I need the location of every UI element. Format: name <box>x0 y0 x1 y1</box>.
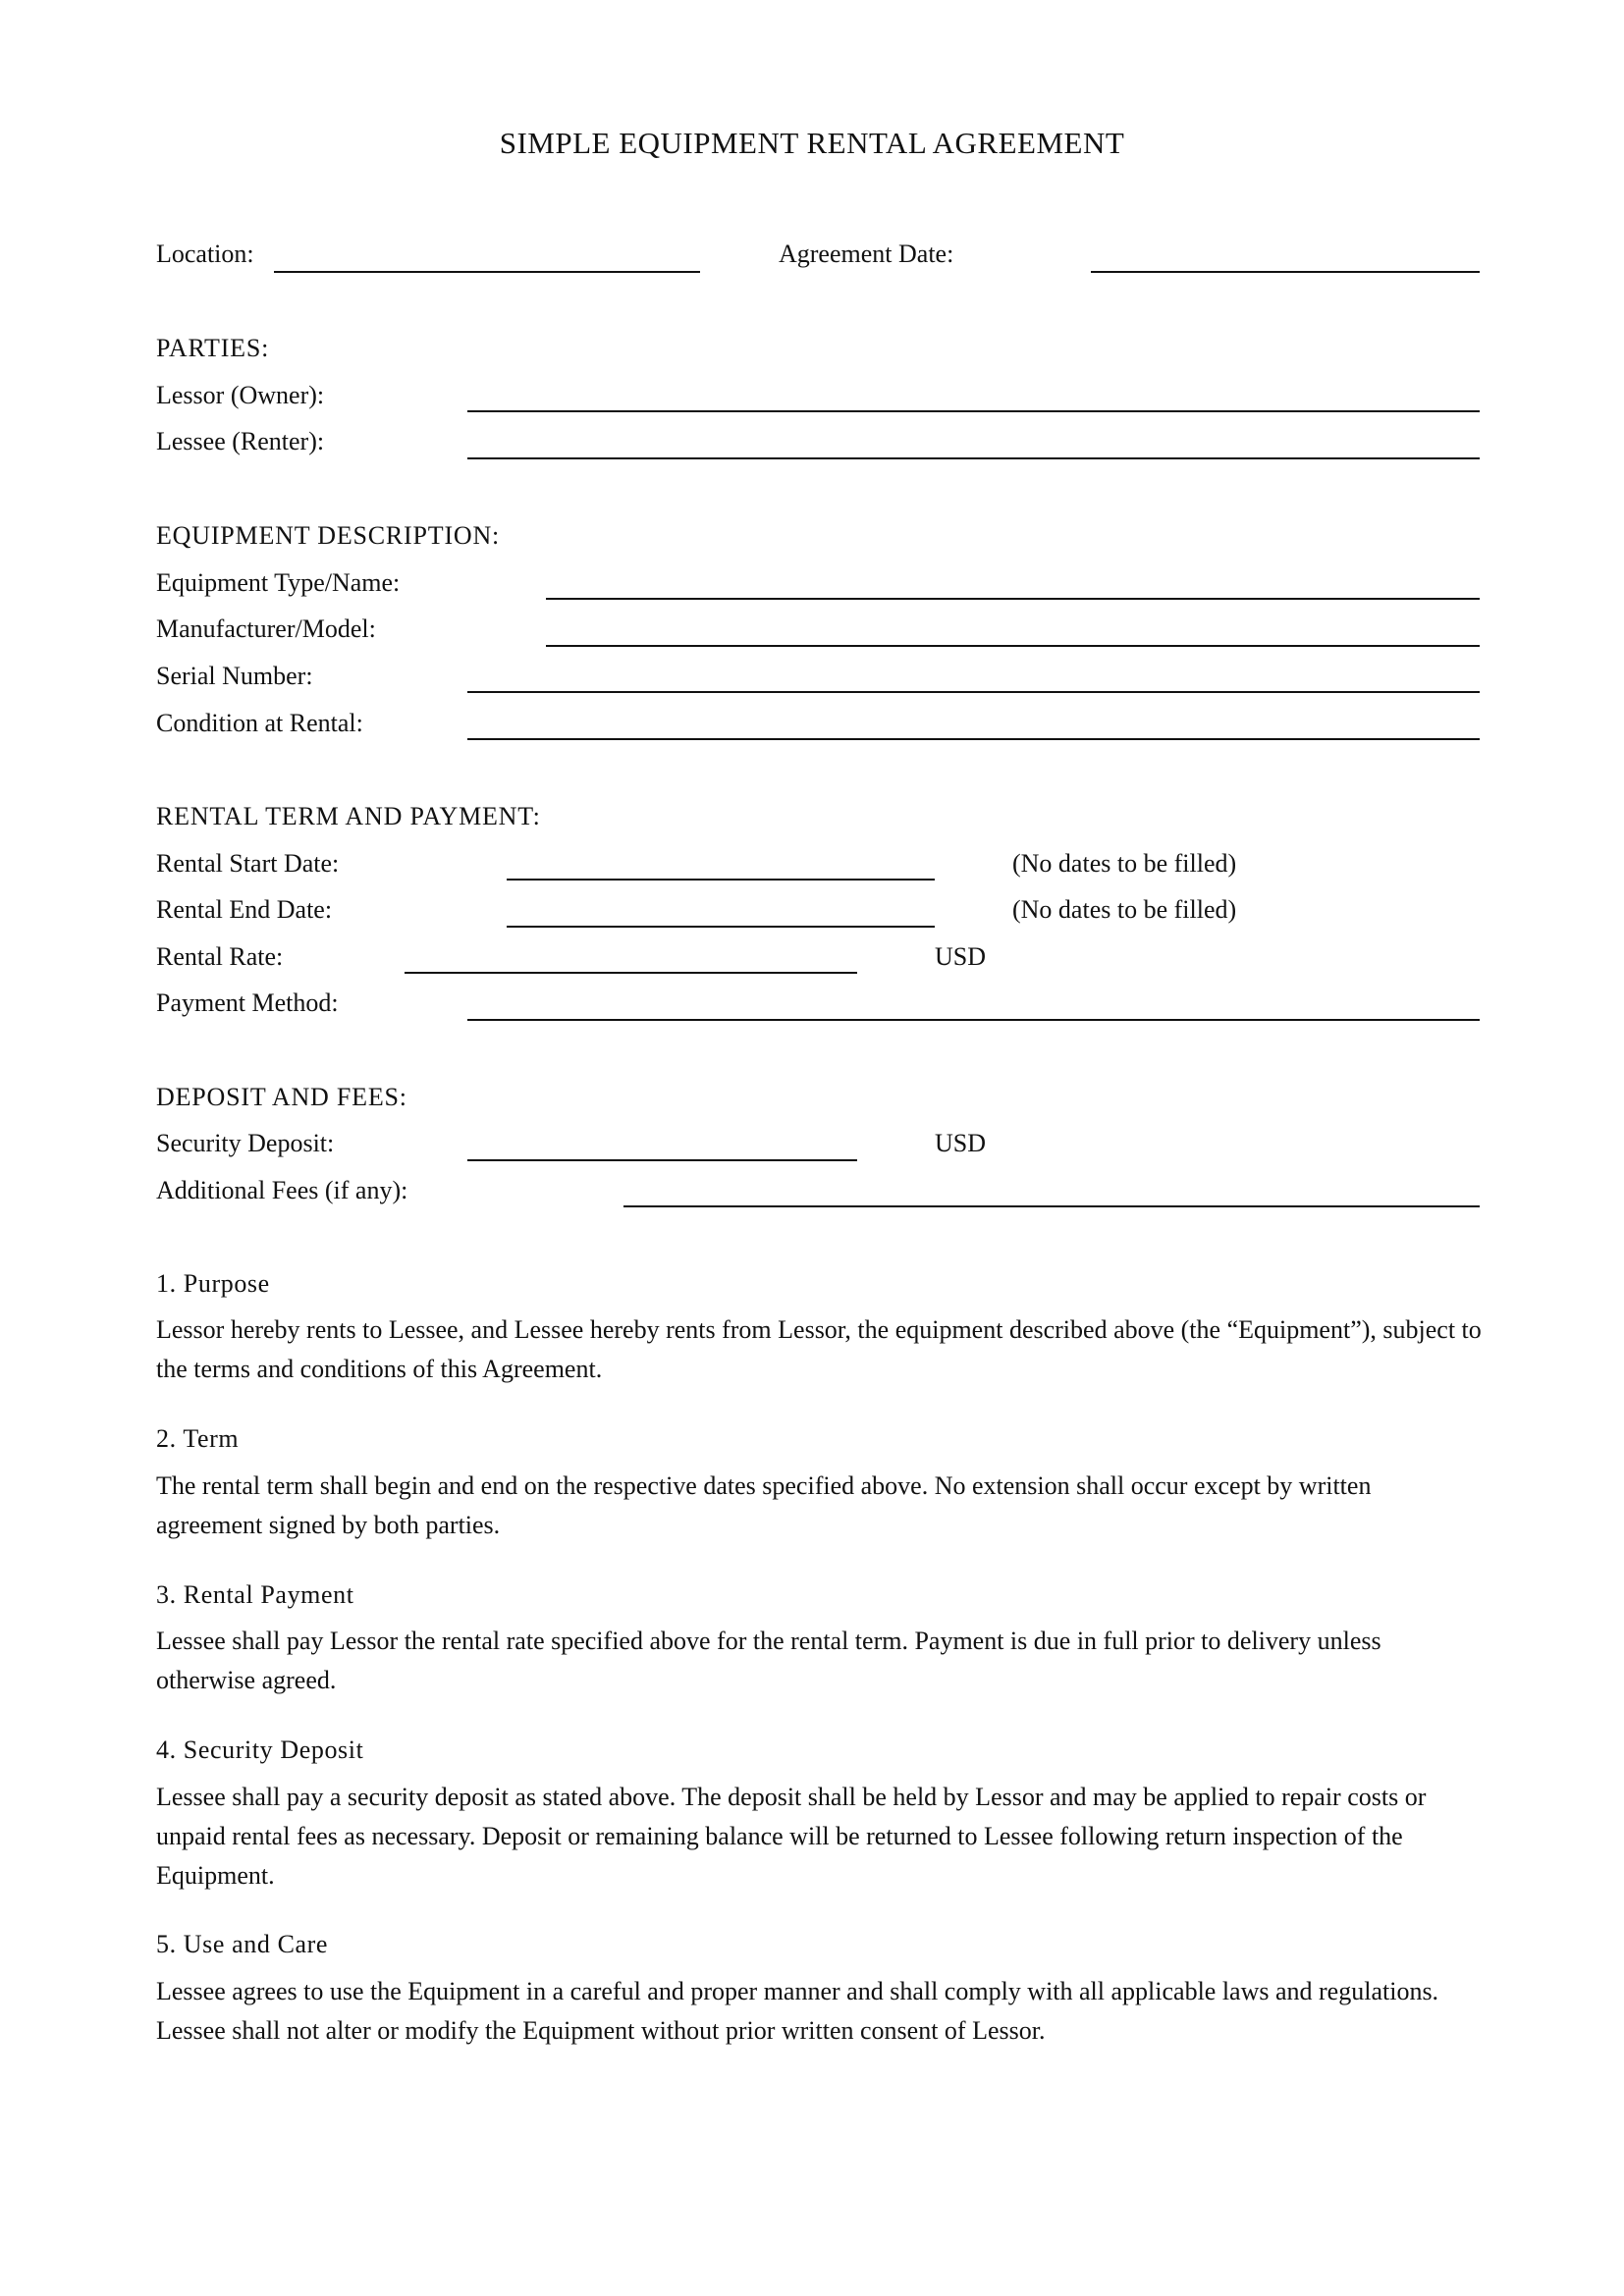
document-title: SIMPLE EQUIPMENT RENTAL AGREEMENT <box>499 126 1125 160</box>
clause-text: Lessee agrees to use the Equipment in a careful and proper manner and shall comply with all applicable laws and regulations. Lessee shall not alter or modify the Equipment without prior written consent of Lessor. <box>156 1977 1439 2045</box>
clause-heading: 2. Term <box>156 1424 240 1453</box>
payment-method-label: Payment Method: <box>156 988 339 1017</box>
manufacturer-model-label: Manufacturer/Model: <box>156 614 376 643</box>
clause-text: Lessor hereby rents to Lessee, and Lessee hereby rents from Lessor, the equipment described above (the “Equipment”), subject to the terms and conditions of this Agreement. <box>156 1315 1482 1383</box>
parties-heading: PARTIES: <box>156 334 270 362</box>
security-deposit-currency: USD <box>935 1129 987 1157</box>
rental-heading: RENTAL TERM AND PAYMENT: <box>156 802 541 830</box>
equipment-type-field[interactable] <box>546 598 1480 600</box>
condition-field[interactable] <box>467 738 1480 740</box>
clause-heading: 4. Security Deposit <box>156 1735 364 1764</box>
lessor-label: Lessor (Owner): <box>156 381 325 409</box>
equipment-type-label: Equipment Type/Name: <box>156 568 401 597</box>
clause-heading: 1. Purpose <box>156 1269 270 1298</box>
rental-rate-label: Rental Rate: <box>156 942 284 971</box>
manufacturer-model-field[interactable] <box>546 645 1480 647</box>
location-label: Location: <box>156 240 254 268</box>
rental-end-note: (No dates to be filled) <box>1012 895 1237 924</box>
rental-rate-field[interactable] <box>405 972 857 974</box>
rental-end-label: Rental End Date: <box>156 895 333 924</box>
lessee-label: Lessee (Renter): <box>156 427 325 455</box>
security-deposit-field[interactable] <box>467 1159 857 1161</box>
clause-heading: 5. Use and Care <box>156 1930 329 1958</box>
rental-start-field[interactable] <box>507 879 935 881</box>
rental-end-field[interactable] <box>507 926 935 928</box>
lessor-field[interactable] <box>467 410 1480 412</box>
agreement-date-label: Agreement Date: <box>779 240 954 268</box>
serial-number-label: Serial Number: <box>156 662 313 690</box>
rental-start-note: (No dates to be filled) <box>1012 849 1237 878</box>
clause-heading: 3. Rental Payment <box>156 1580 354 1609</box>
serial-number-field[interactable] <box>467 691 1480 693</box>
additional-fees-field[interactable] <box>623 1205 1480 1207</box>
location-field[interactable] <box>274 271 700 273</box>
equipment-heading: EQUIPMENT DESCRIPTION: <box>156 521 501 550</box>
deposit-heading: DEPOSIT AND FEES: <box>156 1083 407 1111</box>
condition-label: Condition at Rental: <box>156 709 363 737</box>
payment-method-field[interactable] <box>467 1019 1480 1021</box>
clause-text: Lessee shall pay Lessor the rental rate specified above for the rental term. Payment is due in full prior to delivery unless otherwise agreed. <box>156 1627 1381 1694</box>
agreement-date-field[interactable] <box>1091 271 1480 273</box>
clause-text: Lessee shall pay a security deposit as stated above. The deposit shall be held by Lessor and may be applied to repair costs or unpaid rental fees as necessary. Deposit or remaining balance will be returned to Lessee following return inspection of the Equipment. <box>156 1783 1427 1890</box>
clause-text: The rental term shall begin and end on the respective dates specified above. No extension shall occur except by written agreement signed by both parties. <box>156 1471 1372 1539</box>
rental-start-label: Rental Start Date: <box>156 849 340 878</box>
rental-rate-currency: USD <box>935 942 987 971</box>
additional-fees-label: Additional Fees (if any): <box>156 1176 408 1204</box>
lessee-field[interactable] <box>467 457 1480 459</box>
security-deposit-label: Security Deposit: <box>156 1129 335 1157</box>
